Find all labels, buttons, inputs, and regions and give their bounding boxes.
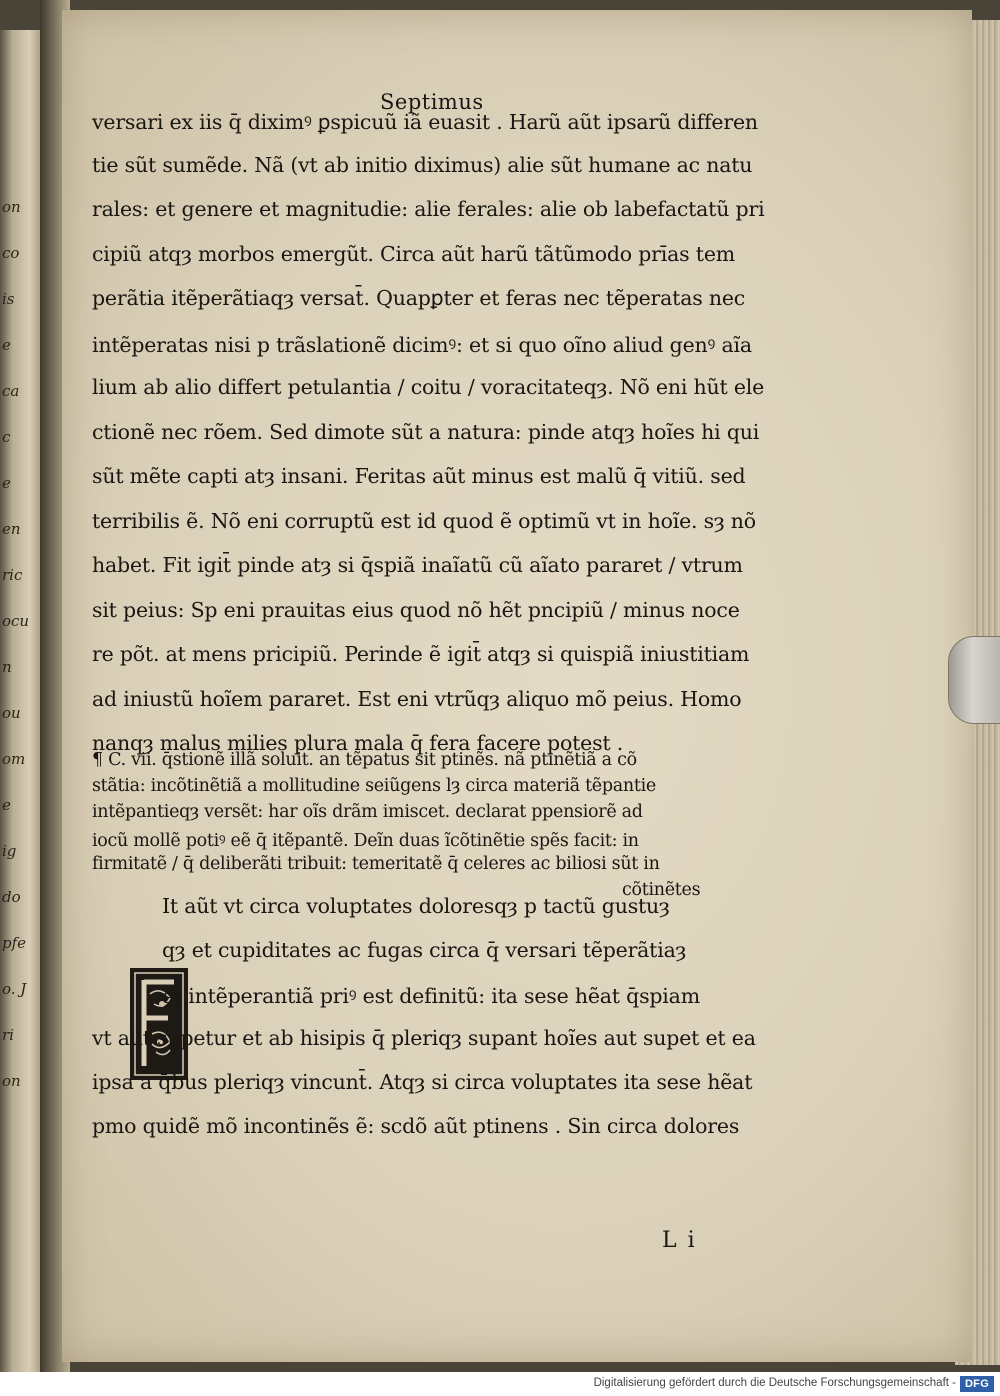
text-line: nanqȝ malus milies plura mala q̄ fera facere potest . [92, 731, 624, 755]
footer-credit: Digitalisierung gefördert durch die Deutsche Forschungsgemeinschaft - [593, 1377, 956, 1389]
text-line: rales: et genere et magnitudie: alie ferales: alie ob labefactatũ pri [92, 197, 765, 221]
facing-page-fragment: on [2, 200, 21, 216]
signature-mark: L i [662, 1228, 697, 1253]
facing-page-fragment: o. J [2, 982, 27, 998]
summary-line: intẽpantieqȝ versẽt: har oĩs drãm imiscet. declarat ppensiorẽ ad [92, 802, 643, 822]
text-line: ad iniustũ hoĩem pararet. Est eni vtrũqȝ aliquo mõ peius. Homo [92, 686, 742, 711]
text-line: tie sũt sumẽde. Nã (vt ab initio diximus) alie sũt humane ac natu [92, 152, 753, 177]
facing-page-text [2, 200, 40, 1120]
facing-page-fragment: n [2, 660, 12, 676]
summary-line: firmitatẽ / q̄ deliberãti tribuit: temeritatẽ q̄ celeres ac biliosi sũt in [92, 854, 660, 874]
summary-line: ¶ C. vii. q̄stionẽ illã soluit. an tẽpatus sit ptinẽs. nã ptinẽtiã a cõ [92, 750, 637, 770]
text-line: sit peius: Sp eni prauitas eius quod nõ hẽt pncipiũ / minus noce [92, 597, 740, 622]
facing-page-fragment: ou [2, 706, 21, 722]
text-line: habet. Fit igit̄ pinde atȝ si q̄spiã inaĩatũ cũ aĩato pararet / vtrum [92, 553, 743, 577]
facing-page-fragment: e [2, 476, 11, 492]
text-line: terribilis ẽ. Nõ eni corruptũ est id quod ẽ optimũ vt in hoĩe. sȝ nõ [92, 508, 756, 533]
text-line: ipsa a q̄bus pleriqȝ vincunt̄. Atqȝ si circa voluptates ita sese hẽat [92, 1070, 753, 1094]
footer-bar [0, 1372, 1000, 1396]
text-line: It aũt vt circa voluptates doloresqȝ p tactũ gustuȝ [162, 894, 670, 918]
facing-page-fragment: co [2, 246, 20, 262]
facing-page-fragment: ric [2, 568, 23, 584]
facing-page-fragment: e [2, 338, 11, 354]
facing-page-fragment: e [2, 798, 11, 814]
running-head: Septimus [380, 90, 484, 114]
facing-page-fragment: ca [2, 384, 20, 400]
summary-line: cõtinẽtes [622, 880, 701, 900]
summary-line: iocũ mollẽ potiꝰ eẽ q̄ itẽpantẽ. Deĩn duas ĩcõtinẽtie spẽs facit: in [92, 831, 639, 851]
facing-page-fragment: on [2, 1074, 21, 1090]
text-line: lium ab alio differt petulantia / coitu / voracitateqȝ. Nõ eni hũt ele [92, 375, 765, 399]
text-line: ctionẽ nec rõem. Sed dimote sũt a natura: pinde atqȝ hoĩes hi qui [92, 419, 760, 444]
facing-page-fragment: do [2, 890, 21, 906]
text-line: sũt mẽte capti atȝ insani. Feritas aũt minus est malũ q̄ vitiũ. sed [92, 464, 746, 488]
text-line: et intẽperantiã priꝰ est definitũ: ita sese hẽat q̄spiam [162, 984, 700, 1008]
text-line: re põt. at mens pricipiũ. Perinde ẽ igit̄ atqȝ si quispiã iniustitiam [92, 642, 750, 666]
text-line: intẽperatas nisi p trãslationẽ dicimꝰ: et si quo oĩno aliud genꝰ aĩa [92, 332, 752, 357]
facing-page-fragment: om [2, 752, 26, 768]
facing-page-fragment: ocu [2, 614, 30, 630]
facing-page-fragment: is [2, 292, 15, 308]
clasp-strap [948, 636, 1000, 724]
text-line: qȝ et cupiditates ac fugas circa q̄ versari tẽperãtiaȝ [162, 938, 687, 962]
text-line: vt aut supetur et ab hisipis q̄ pleriqȝ supant hoĩes aut supet et ea [92, 1026, 756, 1050]
text-line: perãtia itẽperãtiaqȝ versat̄. Quapꝑter et feras nec tẽperatas nec [92, 286, 746, 310]
facing-page-fragment: c [2, 430, 11, 446]
facing-page-fragment: ig [2, 844, 17, 860]
text-line: versari ex iis q̄ diximꝰ ꝑspicuũ iã euasit . Harũ aũt ipsarũ differen [92, 110, 758, 134]
facing-page-fragment: pfe [2, 936, 27, 952]
facing-page-fragment: ri [2, 1028, 14, 1044]
facing-page-fragment: en [2, 522, 21, 538]
dfg-logo: DFG [960, 1376, 994, 1392]
text-line: pmo quidẽ mõ incontinẽs ẽ: scdõ aũt ptinens . Sin circa dolores [92, 1114, 740, 1138]
text-line: cipiũ atqȝ morbos emergũt. Circa aũt harũ tãtũmodo prīas tem [92, 241, 735, 266]
facing-page-edge [0, 30, 42, 1372]
book-page [62, 10, 972, 1362]
summary-line: stãtia: incõtinẽtiã a mollitudine seiũgens lȝ circa materiã tẽpantie [92, 776, 656, 796]
